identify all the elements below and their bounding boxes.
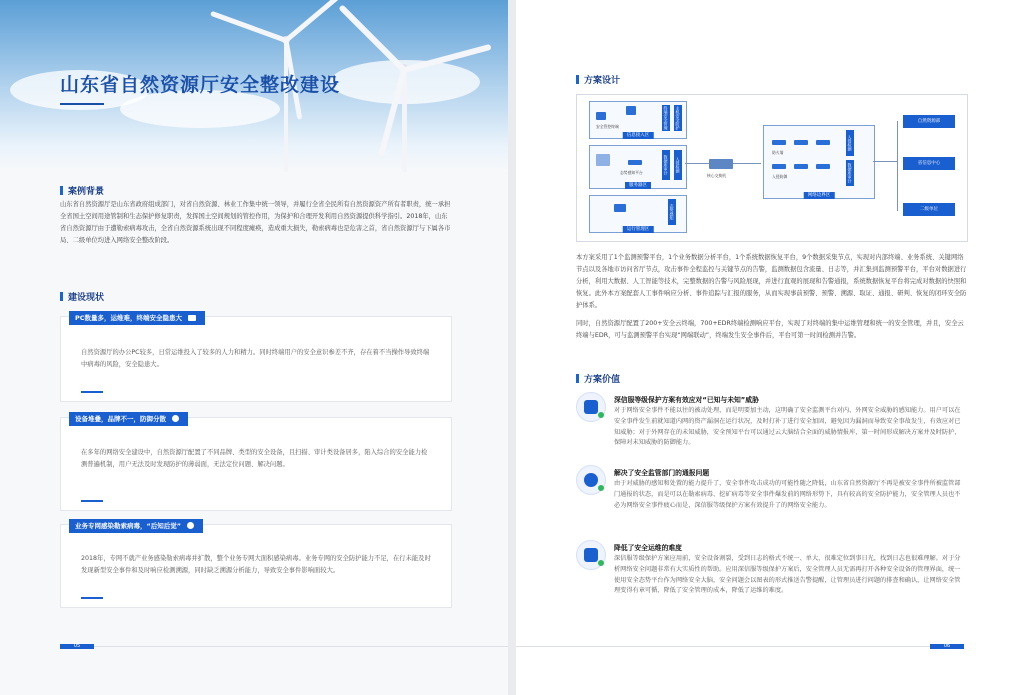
value-title: 降低了安全运维的难度 (614, 544, 682, 552)
destination-box: 省信息中心 (903, 157, 955, 170)
zone-server (589, 145, 687, 189)
card-tag: 设备堆叠，品牌不一，防御分散 (69, 412, 188, 426)
card-text: 自然资源厅的办公PC较多，日常运维投入了较多的人力和精力。同时终端用户的安全意识参差不齐，存在着不当操作导致终端中病毒的风险，安全隐患大。 (81, 349, 430, 368)
background-paragraph: 山东省自然资源厅是山东省政府组成部门，对省自然资源、林业工作集中统一领导，并履行全省全民所有自然资源资产所有者职责，统一承担全省国土空间用途管制和生态保护修复职责，发挥国土空间规划的管控作用，为保护和合理开发利用自然资源提供科学指引。2018年，山东省自然资源厅由于遭勒索病毒攻击，全省自然资源系统出现不同程度瘫痪，造成重大损失，勒索病毒也是危害之首，省自然资源厅与下属各市局、二级单位均进入网络安全整改阶段。 (60, 201, 451, 244)
zone-label: 信息接入区 (623, 132, 654, 139)
card-text: 2018年，专网不就产业务感染勒索病毒并扩散，整个业务专网大面积感染病毒。业务专网的安全防护能力不足，在行未能及时发现新型安全事件和及时响应检测溯源，同时缺乏溯源分析能力，导致安全事件影响面较大。 (81, 555, 431, 574)
section-heading-status: 建设现状 (60, 290, 104, 303)
vertical-label: 终端安全管理 (663, 106, 669, 130)
status-card (60, 316, 452, 402)
value-title: 深信服等级保护方案有效应对“已知与未知”威胁 (614, 396, 759, 404)
design-paragraph-1: 本方案采用了1个监测预警平台，1个业务数据分析平台，1个系统数据恢复平台，9个数据采集节点，实现对内部终端、业务系统、关键网络节点以及各地市访问省厅节点，攻击事件全程监控与关键节点的告警，监测数据包含流量、日志等，并汇集到监测预警平台，平台对数据进行分析，利用大数据、人工智能等技术，完整数据的告警与风险展现，并进行直观的展现和告警通报，系统数据恢复平台将完成对数据的快照和恢复。此外本方案配套人工事件响应分析、事件追踪与汇报的服务，从而实现事前预警、预警、溯源、取证、通报、研判、恢复的闭环安全防护体系。 (576, 254, 967, 309)
vertical-label: 数据库审计 (662, 150, 670, 180)
monitor-icon (188, 315, 196, 321)
zone-operation (589, 195, 687, 233)
zone-label: 服务器区 (625, 182, 651, 189)
footer-rule (94, 646, 508, 647)
zone-label: 网络边界区 (804, 192, 835, 199)
value-item (576, 540, 966, 620)
pc-icon (596, 112, 606, 120)
card-accent-line (81, 597, 103, 599)
device-label: 态势感知平台 (620, 170, 643, 175)
card-accent-line (81, 391, 103, 393)
server-rack-icon (596, 154, 610, 166)
card-tag: 业务专网感染勒索病毒，“后知后觉” (69, 519, 203, 533)
card-accent-line (81, 500, 103, 502)
connector-line (873, 161, 897, 162)
vertical-label: 入侵检测 (846, 130, 854, 156)
vertical-label: 主机安全防护 (675, 106, 681, 130)
footer-rule (516, 646, 930, 647)
alert-bell-icon (576, 465, 606, 495)
shield-user-icon (576, 540, 606, 570)
right-page (516, 0, 1024, 695)
core-switch-icon (709, 159, 733, 169)
connector-line (685, 163, 709, 164)
zone-access (589, 101, 687, 139)
card-tag: PC数量多，运维难，终端安全隐患大 (69, 311, 205, 325)
firewall-icon (816, 140, 830, 145)
vertical-label: 态势感知 (668, 199, 676, 225)
vertical-label: 入侵检测 (674, 150, 682, 180)
monitor-icon (614, 204, 626, 212)
status-card (60, 524, 452, 608)
shield-icon (172, 415, 179, 422)
value-item (576, 392, 966, 462)
connector-line (897, 121, 898, 211)
firewall-icon (772, 140, 786, 145)
status-card (60, 417, 452, 511)
turbine-blade-icon (210, 11, 287, 43)
page-number: 05 (60, 644, 94, 649)
pc-icon (626, 106, 636, 115)
title-underline (60, 103, 104, 105)
vertical-label: 数据库审计 (846, 160, 854, 186)
device-label: 防火墙 (772, 150, 784, 155)
value-text: 深信服等级保护方案应用前，安全设备割裂，受到日志的格式不统一、单大，很难定位到事日光，找到日志也很难理解。对于分析网络安全问题非常有大实质性的帮助。应用深信服等级保护方案后，安全管理人员无需再打开各种安全设备的管理界面，统一使用安全态势平台作为网络安全大脑，安全问题会以图表的形式推送告警提醒，让管理员进行问题的排查和确认，让网络安全管理变得有章可循，降低了安全管理的成本，降低了运维的难度。 (614, 555, 961, 595)
value-title: 解决了安全监管部门的通报问题 (614, 469, 710, 477)
firewall-icon (794, 140, 808, 145)
value-item (576, 465, 966, 535)
zone-boundary (763, 125, 875, 199)
section-heading-design: 方案设计 (576, 73, 620, 86)
device-label: 安全管控终端 (596, 124, 619, 129)
section-heading-value: 方案价值 (576, 372, 620, 385)
left-page (0, 0, 508, 695)
destination-box: 自然资源部 (903, 115, 955, 128)
zone-label: 运行管理区 (623, 226, 654, 233)
card-text: 在多年的网络安全建设中，自然资源厅配置了不同品牌、类型的安全设备，且扫描、审计类设备居多，陷入综合的安全能力检测普遍机制，用户无法及时发现防护的薄弱面，无法定位问题、解决问题。 (81, 449, 428, 468)
ips-icon (816, 164, 830, 169)
shield-check-icon (576, 392, 606, 422)
device-label: 核心交换机 (707, 173, 726, 178)
network-topology-diagram (576, 94, 968, 242)
value-text: 对于网络安全事件不能以往的被动处理，而是明要加主动，这明确了安全监测平台对内、外网安全威胁的感知能力。用户可以在安全事件发生前就知道内网的资产漏洞在运行状况，及时打补丁进行安全加固，避免因为漏洞而导致安全事故发生，有效应对已知威胁；对于外网存在的未知威胁，安全预知平台可以通过云大脑结合全面的威胁情报库，第一时间形成解决方案并及时防护，保障对未知威胁的防御能力。 (614, 407, 961, 447)
section-heading-background: 案例背景 (60, 184, 104, 197)
destination-box: 二级单位 (903, 203, 955, 216)
virus-icon (187, 522, 194, 529)
device-label: 入侵防御 (772, 174, 788, 179)
value-text: 由于对威胁的感知和处置的能力提升了，安全事件攻击成功的可能性随之降低，山东省自然资源厅不再是被安全事件所被监管部门通报的状态，而是可以在勒索病毒、挖矿病毒等安全事件爆发前的网络形势下，具有较高的安全防护能力，安全管理人员也不必为网络安全事件疲心而是，深信服等级保护方案有效提升了的网络安全能力。 (614, 480, 961, 509)
server-icon (628, 160, 642, 165)
page-number: 06 (930, 644, 964, 649)
connector-line (733, 163, 761, 164)
page-title: 山东省自然资源厅安全整改建设 (60, 74, 341, 96)
ips-icon (794, 164, 808, 169)
ips-icon (772, 164, 786, 169)
design-paragraph-2: 同时，自然资源厅配置了200+安全云终端，700+EDR终端检测响应平台，实现了对终端的集中运维管理和统一的安全管理，并且，安全云终端与EDR，可与监测预警平台实现“网端联动”，终端发生安全事件后，平台可第一时间检测并告警。 (576, 320, 964, 339)
